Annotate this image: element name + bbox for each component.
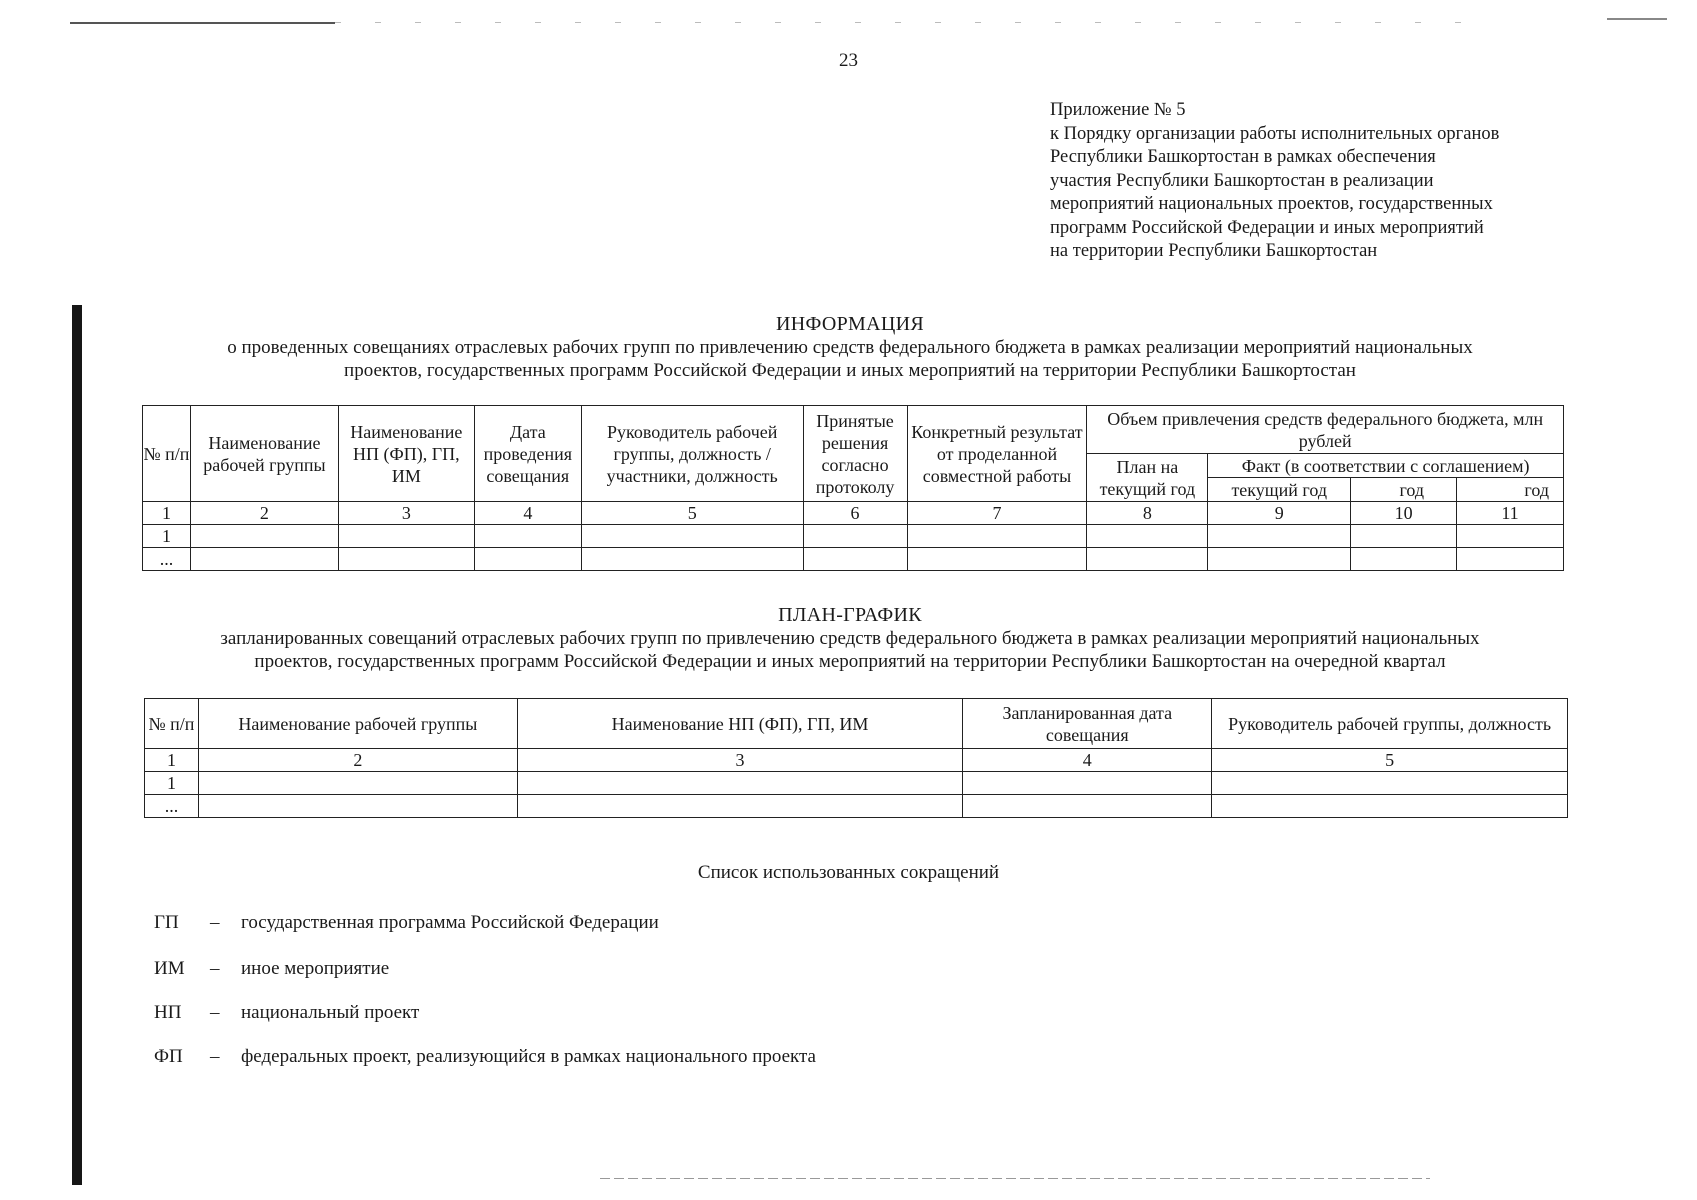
header-planned-date: Запланированная дата совещания: [963, 699, 1212, 749]
plan-subtitle-line: проектов, государственных программ Российской Федерации и иных мероприятий на территории Республики Башкортостан на очередной квартал: [254, 651, 1446, 672]
table-row: [143, 525, 1564, 548]
scan-artifact-line: [335, 22, 1475, 23]
column-number: 3: [517, 749, 963, 772]
abbreviation-description: федеральных проект, реализующийся в рамках национального проекта: [241, 1046, 816, 1067]
header-current-year: текущий год: [1208, 478, 1351, 502]
header-plan: План на текущий год: [1087, 454, 1208, 502]
column-number: 2: [198, 749, 517, 772]
abbreviation-dash: –: [210, 958, 220, 979]
header-result: Конкретный результат от проделанной совместной работы: [907, 406, 1087, 502]
scan-artifact-line: [1607, 18, 1667, 20]
abbreviation-code: НП: [154, 1002, 182, 1023]
header-fact: Факт (в соответствии с соглашением): [1208, 454, 1564, 478]
header-group-head: Руководитель рабочей группы, должность: [1212, 699, 1568, 749]
column-number: 3: [338, 502, 474, 525]
plan-heading: [140, 604, 1560, 673]
column-number: 11: [1457, 502, 1564, 525]
appendix-line: к Порядку организации работы исполнительных органов: [1050, 123, 1500, 144]
table-row: [143, 548, 1564, 571]
header-no: № п/п: [143, 406, 191, 502]
info-title: ИНФОРМАЦИЯ: [776, 313, 924, 335]
abbreviation-dash: –: [210, 1046, 220, 1067]
header-year: год: [1351, 478, 1457, 502]
column-number: 4: [963, 749, 1212, 772]
abbreviation-code: ФП: [154, 1046, 183, 1067]
appendix-line: Приложение № 5: [1050, 100, 1186, 120]
table-row: [145, 772, 1568, 795]
header-np-name: Наименование НП (ФП), ГП, ИМ: [517, 699, 963, 749]
appendix-line: программ Российской Федерации и иных мероприятий: [1050, 217, 1484, 238]
abbreviation-description: государственная программа Российской Федерации: [241, 912, 659, 933]
abbreviation-code: ИМ: [154, 958, 185, 979]
abbreviation-dash: –: [210, 1002, 220, 1023]
column-number: 10: [1351, 502, 1457, 525]
info-subtitle-line: о проведенных совещаниях отраслевых рабочих групп по привлечению средств федерального бюджета в рамках реализации мероприятий национальных: [227, 337, 1473, 358]
row-number: ...: [145, 795, 199, 818]
column-number: 8: [1087, 502, 1208, 525]
appendix-line: Республики Башкортостан в рамках обеспечения: [1050, 147, 1436, 167]
header-group-head: Руководитель рабочей группы, должность / участники, должность: [581, 406, 803, 502]
header-np-name: Наименование НП (ФП), ГП, ИМ: [338, 406, 474, 502]
plan-table: [144, 698, 1568, 818]
header-group-name: Наименование рабочей группы: [198, 699, 517, 749]
plan-title: ПЛАН-ГРАФИК: [778, 604, 922, 626]
abbreviation-code: ГП: [154, 912, 179, 933]
info-subtitle-line: проектов, государственных программ Российской Федерации и иных мероприятий на территории Республики Башкортостан: [344, 360, 1356, 381]
scan-artifact-line: [70, 22, 335, 24]
column-number: 1: [145, 749, 199, 772]
column-number: 7: [907, 502, 1087, 525]
column-number: 5: [581, 502, 803, 525]
appendix-line: мероприятий национальных проектов, государственных: [1050, 194, 1493, 214]
header-no: № п/п: [145, 699, 199, 749]
header-year: год: [1457, 478, 1564, 502]
plan-subtitle-line: запланированных совещаний отраслевых рабочих групп по привлечению средств федерального бюджета в рамках реализации мероприятий национальных: [220, 628, 1480, 649]
abbreviation-description: национальный проект: [241, 1002, 420, 1023]
column-number: 2: [190, 502, 338, 525]
scan-binding-edge: [72, 305, 82, 1185]
row-number: ...: [143, 548, 191, 571]
appendix-block: [1050, 99, 1499, 264]
column-number: 5: [1212, 749, 1568, 772]
column-number: 4: [474, 502, 581, 525]
scan-artifact-line: [600, 1178, 1430, 1179]
row-number: 1: [145, 772, 199, 795]
header-meeting-date: Дата проведения совещания: [474, 406, 581, 502]
info-heading: [140, 313, 1560, 382]
info-table: [142, 405, 1564, 571]
row-number: 1: [143, 525, 191, 548]
abbreviation-dash: –: [210, 912, 220, 933]
header-funding-volume: Объем привлечения средств федерального бюджета, млн рублей: [1087, 406, 1564, 454]
appendix-line: на территории Республики Башкортостан: [1050, 241, 1378, 261]
column-number: 9: [1208, 502, 1351, 525]
column-number: 6: [803, 502, 907, 525]
column-number: 1: [143, 502, 191, 525]
header-decisions: Принятые решения согласно протоколу: [803, 406, 907, 502]
header-group-name: Наименование рабочей группы: [190, 406, 338, 502]
page-number: 23: [839, 50, 858, 71]
appendix-line: участия Республики Башкортостан в реализации: [1050, 170, 1434, 191]
table-row: [145, 795, 1568, 818]
abbreviation-description: иное мероприятие: [241, 958, 390, 979]
abbreviations-title: Список использованных сокращений: [697, 862, 1000, 883]
